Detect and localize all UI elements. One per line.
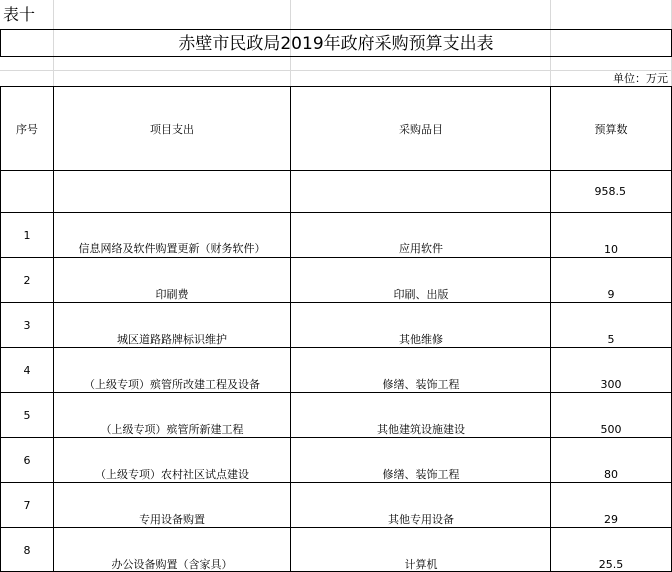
row-budget: 80 (604, 468, 618, 481)
table-border-horizontal (0, 86, 672, 87)
row-budget: 29 (604, 513, 618, 526)
title-border (0, 56, 672, 57)
table-border-horizontal (0, 527, 672, 528)
row-seq: 3 (23, 319, 31, 332)
table-border-horizontal (0, 170, 672, 171)
row-category: 印刷、出版 (393, 288, 449, 301)
table-border-vertical (290, 86, 291, 572)
row-budget: 10 (604, 243, 618, 256)
row-seq: 4 (23, 364, 31, 377)
row-seq: 2 (23, 274, 31, 287)
row-category: 其他维修 (399, 333, 443, 346)
row-budget: 25.5 (598, 558, 624, 571)
row-seq: 5 (23, 409, 31, 422)
row-category: 修缮、装饰工程 (382, 378, 460, 391)
row-budget: 5 (607, 333, 615, 346)
table-border-horizontal (0, 347, 672, 348)
row-seq: 1 (23, 229, 31, 242)
row-item: （上级专项）农村社区试点建设 (95, 468, 249, 481)
column-header-category: 采购品目 (399, 123, 443, 136)
table-border-vertical (53, 86, 54, 572)
title-border (0, 29, 672, 30)
row-category: 应用软件 (399, 242, 443, 255)
title-border (0, 29, 1, 57)
gridline (550, 0, 551, 86)
total-budget-value: 958.5 (594, 185, 626, 198)
table-border-horizontal (0, 482, 672, 483)
table-border-vertical (0, 86, 1, 572)
row-budget: 9 (607, 288, 615, 301)
row-item: 城区道路路牌标识维护 (117, 333, 227, 346)
row-category: 修缮、装饰工程 (382, 468, 460, 481)
table-border-horizontal (0, 437, 672, 438)
row-item: 印刷费 (155, 288, 189, 301)
gridline (0, 70, 672, 71)
row-category: 其他建筑设施建设 (377, 423, 465, 436)
column-header-budget: 预算数 (594, 123, 628, 136)
row-budget: 300 (600, 378, 622, 391)
unit-label: 单位：万元 (613, 72, 668, 85)
page-title: 赤壁市民政局2019年政府采购预算支出表 (178, 34, 494, 54)
row-seq: 7 (23, 499, 31, 512)
table-border-horizontal (0, 257, 672, 258)
table-border-horizontal (0, 302, 672, 303)
row-seq: 6 (23, 454, 31, 467)
table-label: 表十 (3, 5, 36, 24)
column-header-item: 项目支出 (150, 123, 194, 136)
row-item: （上级专项）殡管所新建工程 (100, 423, 244, 436)
row-budget: 500 (600, 423, 622, 436)
gridline (53, 0, 54, 86)
table-border-vertical (550, 86, 551, 572)
row-item: 办公设备购置（含家具） (111, 558, 233, 571)
row-category: 其他专用设备 (388, 513, 454, 526)
row-category: 计算机 (404, 558, 438, 571)
row-item: （上级专项）殡管所改建工程及设备 (84, 378, 260, 391)
row-item: 专用设备购置 (139, 513, 205, 526)
row-item: 信息网络及软件购置更新（财务软件） (78, 242, 266, 255)
table-border-horizontal (0, 392, 672, 393)
column-header-seq: 序号 (16, 123, 38, 136)
table-border-horizontal (0, 212, 672, 213)
row-seq: 8 (23, 544, 31, 557)
